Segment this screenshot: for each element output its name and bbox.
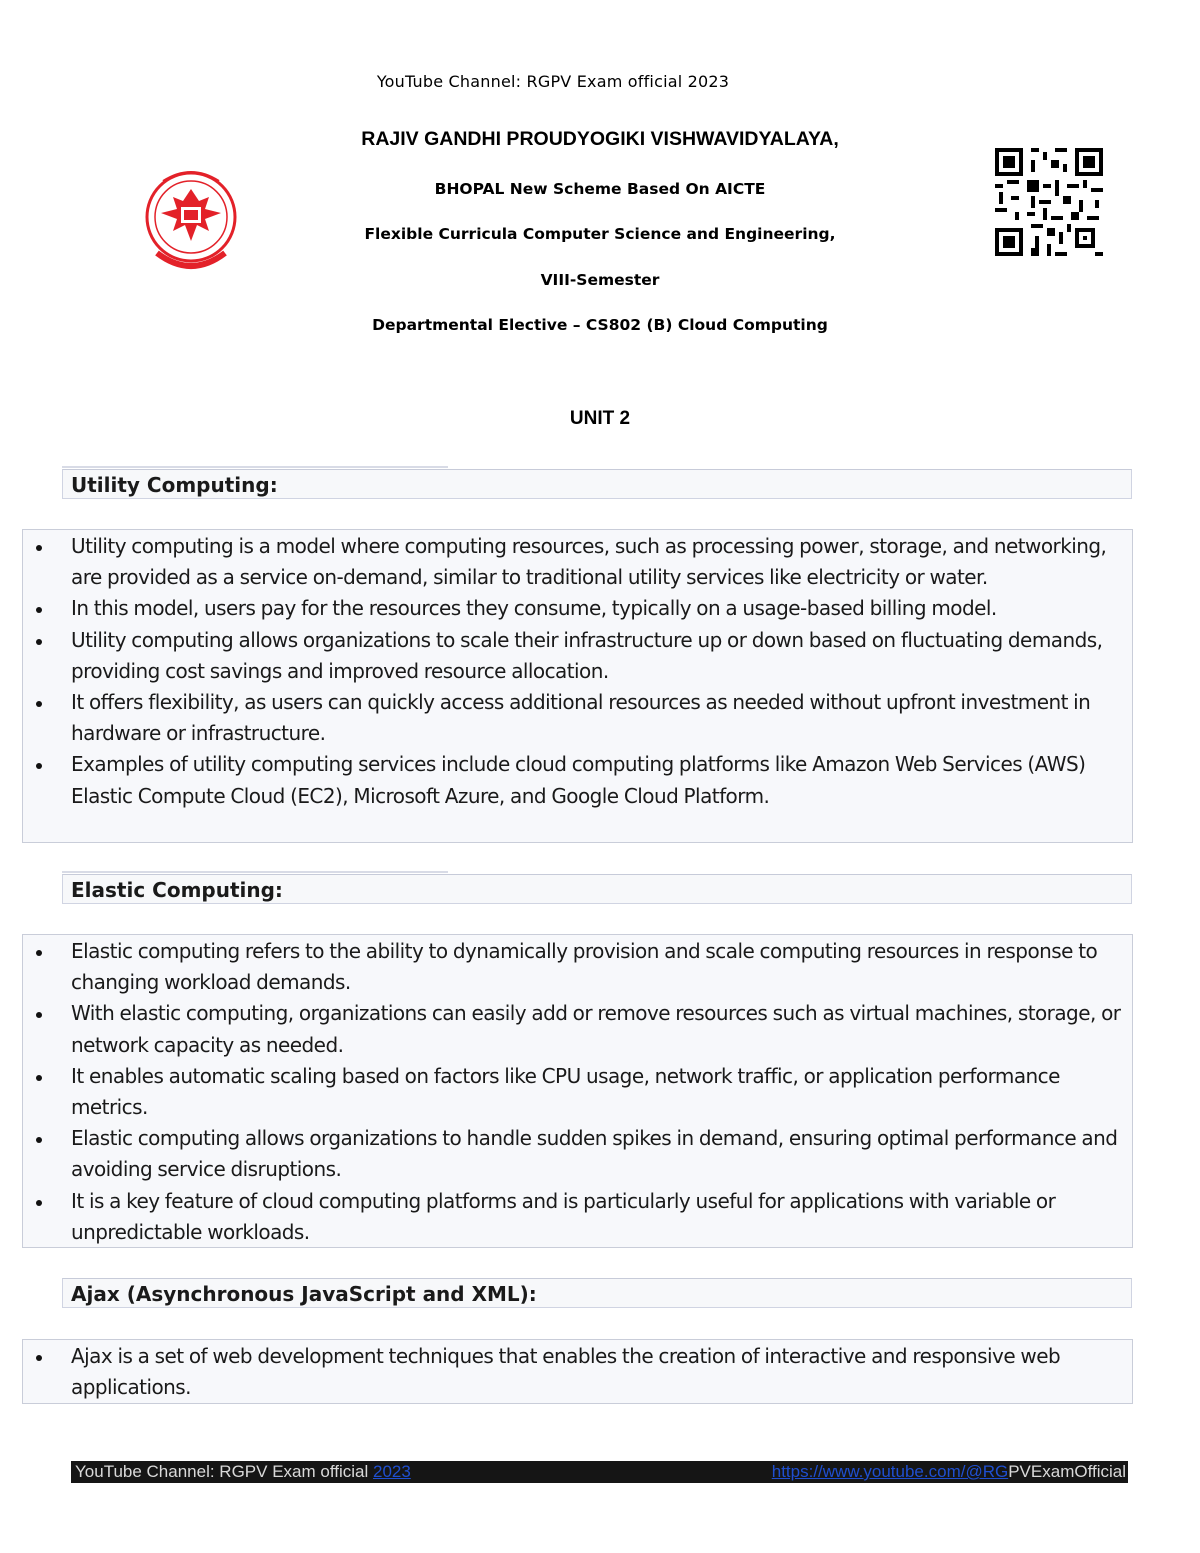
top-channel-line: YouTube Channel: RGPV Exam official 2023 (376, 72, 730, 91)
section-content-elastic-computing (22, 934, 1133, 1248)
list-item: Ajax is a set of web development techniques that enables the creation of interactive and responsive web applications. (23, 1341, 1132, 1403)
list-item: In this model, users pay for the resources they consume, typically on a usage-based billing model. (23, 593, 1132, 624)
section-heading-text: Utility Computing: (71, 473, 278, 497)
footer-url (772, 1461, 1126, 1483)
section-heading-text: Elastic Computing: (71, 878, 283, 902)
section-content-utility-computing (22, 529, 1133, 843)
section-heading-ajax (62, 1278, 1132, 1308)
youtube-link[interactable]: https://www.youtube.com/@RG (771, 1462, 1009, 1481)
section-content-ajax (22, 1339, 1133, 1404)
section-heading-utility-computing (62, 469, 1132, 499)
list-item: Utility computing is a model where computing resources, such as processing power, storage, and networking, are provided as a service on-demand, similar to traditional utility services like electricity or water. (23, 531, 1132, 593)
list-item: It enables automatic scaling based on factors like CPU usage, network traffic, or application performance metrics. (23, 1061, 1132, 1123)
list-item: With elastic computing, organizations can easily add or remove resources such as virtual machines, storage, or network capacity as needed. (23, 998, 1132, 1060)
footer-bar (71, 1461, 1128, 1483)
section-heading-elastic-computing (62, 874, 1132, 904)
footer-year-link[interactable]: 2023 (372, 1462, 411, 1481)
scheme-line: BHOPAL New Scheme Based On AICTE (434, 180, 766, 198)
university-title: RAJIV GANDHI PROUDYOGIKI VISHWAVIDYALAYA, (361, 128, 839, 150)
curricula-line: Flexible Curricula Computer Science and Engineering, (364, 225, 836, 243)
semester-line: VIII-Semester (540, 271, 660, 289)
footer-channel (75, 1461, 411, 1483)
youtube-link-tail: PVExamOfficial (1008, 1462, 1126, 1481)
section-heading-text: Ajax (Asynchronous JavaScript and XML): (71, 1282, 537, 1306)
list-item: It offers flexibility, as users can quickly access additional resources as needed without upfront investment in hardware or infrastructure. (23, 687, 1132, 749)
list-item: Elastic computing refers to the ability to dynamically provision and scale computing resources in response to changing workload demands. (23, 936, 1132, 998)
list-item: Elastic computing allows organizations to handle sudden spikes in demand, ensuring optimal performance and avoiding service disruptions. (23, 1123, 1132, 1185)
subject-line: Departmental Elective – CS802 (B) Cloud Computing (372, 316, 828, 334)
list-item: Examples of utility computing services include cloud computing platforms like Amazon Web Services (AWS) Elastic Compute Cloud (EC2), Microsoft Azure, and Google Cloud Platform. (23, 749, 1132, 811)
footer-channel-text: YouTube Channel: RGPV Exam official (75, 1462, 373, 1481)
unit-title: UNIT 2 (569, 408, 631, 429)
list-item: Utility computing allows organizations to scale their infrastructure up or down based on fluctuating demands, providing cost savings and improved resource allocation. (23, 625, 1132, 687)
list-item: It is a key feature of cloud computing platforms and is particularly useful for applications with variable or unpredictable workloads. (23, 1186, 1132, 1248)
